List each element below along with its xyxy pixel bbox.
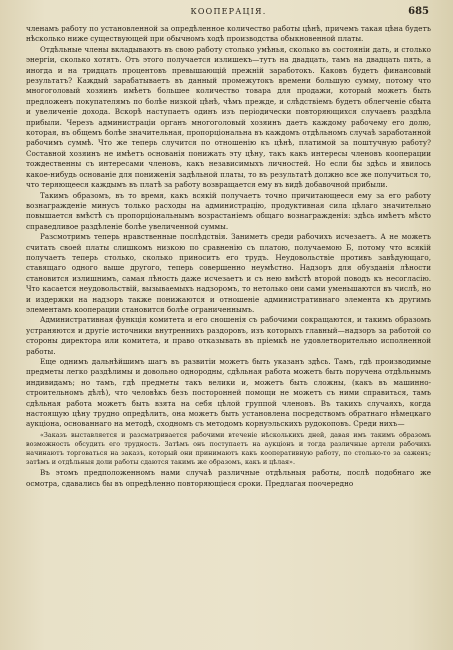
page-number: 685 [408,6,429,17]
paragraph: членамъ работу по установленной за опредѣленное количество работы цѣнѣ, причемъ такая цѣна будетъ нѣсколько ниже существующей при обычномъ ходѣ производства обыкновенной платы. [26,24,431,44]
running-title: КООПЕРАЦІЯ. [190,7,267,16]
quoted-passage: «Заказъ выставляется и разсматривается рабочими втеченіе нѣсколькихъ дней, давая имъ такимъ образомъ возможность обсудить его трудность. Затѣмъ онъ поступаетъ на аукціонъ и тогда различные артели рабочихъ начинаютъ торговаться на заказъ, который они принимаютъ какъ кооперативную работу, по столько-то за саженъ; затѣмъ и отдѣльныя доли работы сдаются такимъ же образомъ, какъ и цѣлая». [26,430,431,467]
paragraph: Административная функція комитета и его сношенія съ рабочими сокращаются, и такимъ образомъ устраняются и другіе источники внутреннихъ раздоровъ, изъ которыхъ главный—надзоръ за работой со стороны директора или комитета, и право отказывать въ пріемкѣ не удовлетворительно исполненной работы. [26,315,431,356]
paragraph: Такимъ образомъ, въ то время, какъ всякій получаетъ точно причитающееся ему за его работу вознагражденіе минусъ только расходы на администрацію, продуктивная сила цѣлаго значительно повышается вмѣстѣ съ пропорціональнымъ возрастаніемъ общаго вознагражденія: здѣсь имѣетъ мѣсто справедливое раздѣленіе болѣе увеличенной суммы. [26,190,431,231]
paragraph: Отдѣльные члены вкладываютъ въ свою работу столько умѣнья, сколько въ состояніи дать, и столько энергіи, сколько хотятъ. Отъ этого получается излишекъ—тутъ на двадцать, тамъ на двадцать пять, а иногда и на тридцать процентовъ превышающій прежній заработокъ. Каковъ будетъ финансовый результатъ? Каждый зарабатываетъ въ данный промежутокъ времени большую сумму, потому что многоголовый хозяинъ имѣетъ большее количество товара для продажи, который можетъ быть предложенъ покупателямъ по болѣе низкой цѣнѣ, чѣмъ прежде, и слѣдствіемъ будетъ облегченіе сбыта и увеличеніе дохода. Вскорѣ наступаетъ одинъ изъ періодически повторяющихся случаевъ раздѣла прибыли. Черезъ администраціи органъ многоголовый хозяинъ даетъ каждому рабочему его долю, которая, въ общемъ болѣе значительная, пропорціональна въ каждомъ отдѣльномъ случаѣ заработанной рабочимъ суммѣ. Что же теперь случится по отношенію къ цѣнѣ, платимой за поштучную работу? Составной хозяинъ не имѣетъ основанія понижать эту цѣну, такъ какъ интересы членовъ кооперации тождественны съ интересами членовъ, какъ независимыхъ личностей. Но если бы здѣсь и явилось какое-нибудь основаніе для пониженія задѣльной платы, то въ результатѣ должно все же получиться то, что теряющееся каждымъ въ платѣ за работу возвращается ему въ видѣ добавочной прибыли. [26,44,431,190]
running-head [26,6,431,20]
paragraph: Еще однимъ дальнѣйшимъ шагъ въ развитіи можетъ быть указанъ здѣсь. Тамъ, гдѣ производимые предметы легко раздѣлимы и довольно однородны, сдѣльная работа можетъ быть поручена отдѣльнымъ индивидамъ; но тамъ, гдѣ предметы такъ велики и, можетъ быть сложны, (какъ въ машинно-строительномъ дѣлѣ), что человѣкъ безъ посторонней помощи не можетъ съ ними справиться, тамъ сдѣльная работа можетъ быть взята на себя цѣлой группой членовъ. Въ такихъ случаяхъ, когда настоящую цѣну трудно опредѣлить, она можетъ быть установлена посредствомъ обратнаго нѣмецкаго аукціона, основаннаго на методѣ, сходномъ съ методомъ корнуэльскихъ рудокоповъ. Среди нихъ— [26,357,431,429]
paragraph: Въ этомъ предположенномъ нами случаѣ различные отдѣльныя работы, послѣ подобнаго же осмотра, сдавались бы въ опредѣленно повторяющіеся сроки. Предлагая поочередно [26,468,431,488]
paragraph: Разсмотримъ теперь нравственные послѣдствія. Заниметъ среди рабочихъ исчезаетъ. А не можетъ считать своей платы слишкомъ низкою по сравненію съ платою, получаемою Б, потому что всякій получаетъ теперь столько, сколько приноситъ его трудъ. Неудовольствіе противъ завѣдующаго, ставящаго одного выше другого, теперь совершенно неумѣстно. Надзоръ для обузданія лѣности становится излишнимъ, самая лѣность даже исчезаетъ и съ нею вмѣстѣ второй поводъ къ несогласію. Что касается неудовольствій, вызываемыхъ надзоромъ, то нетолько они сами уменьшаются въ числѣ, но и издержки на надзоръ также понижаются и отношеніе административнаго элемента къ другимъ элементамъ кооперации становится болѣе ограниченнымъ. [26,232,431,314]
body-text [26,24,431,489]
